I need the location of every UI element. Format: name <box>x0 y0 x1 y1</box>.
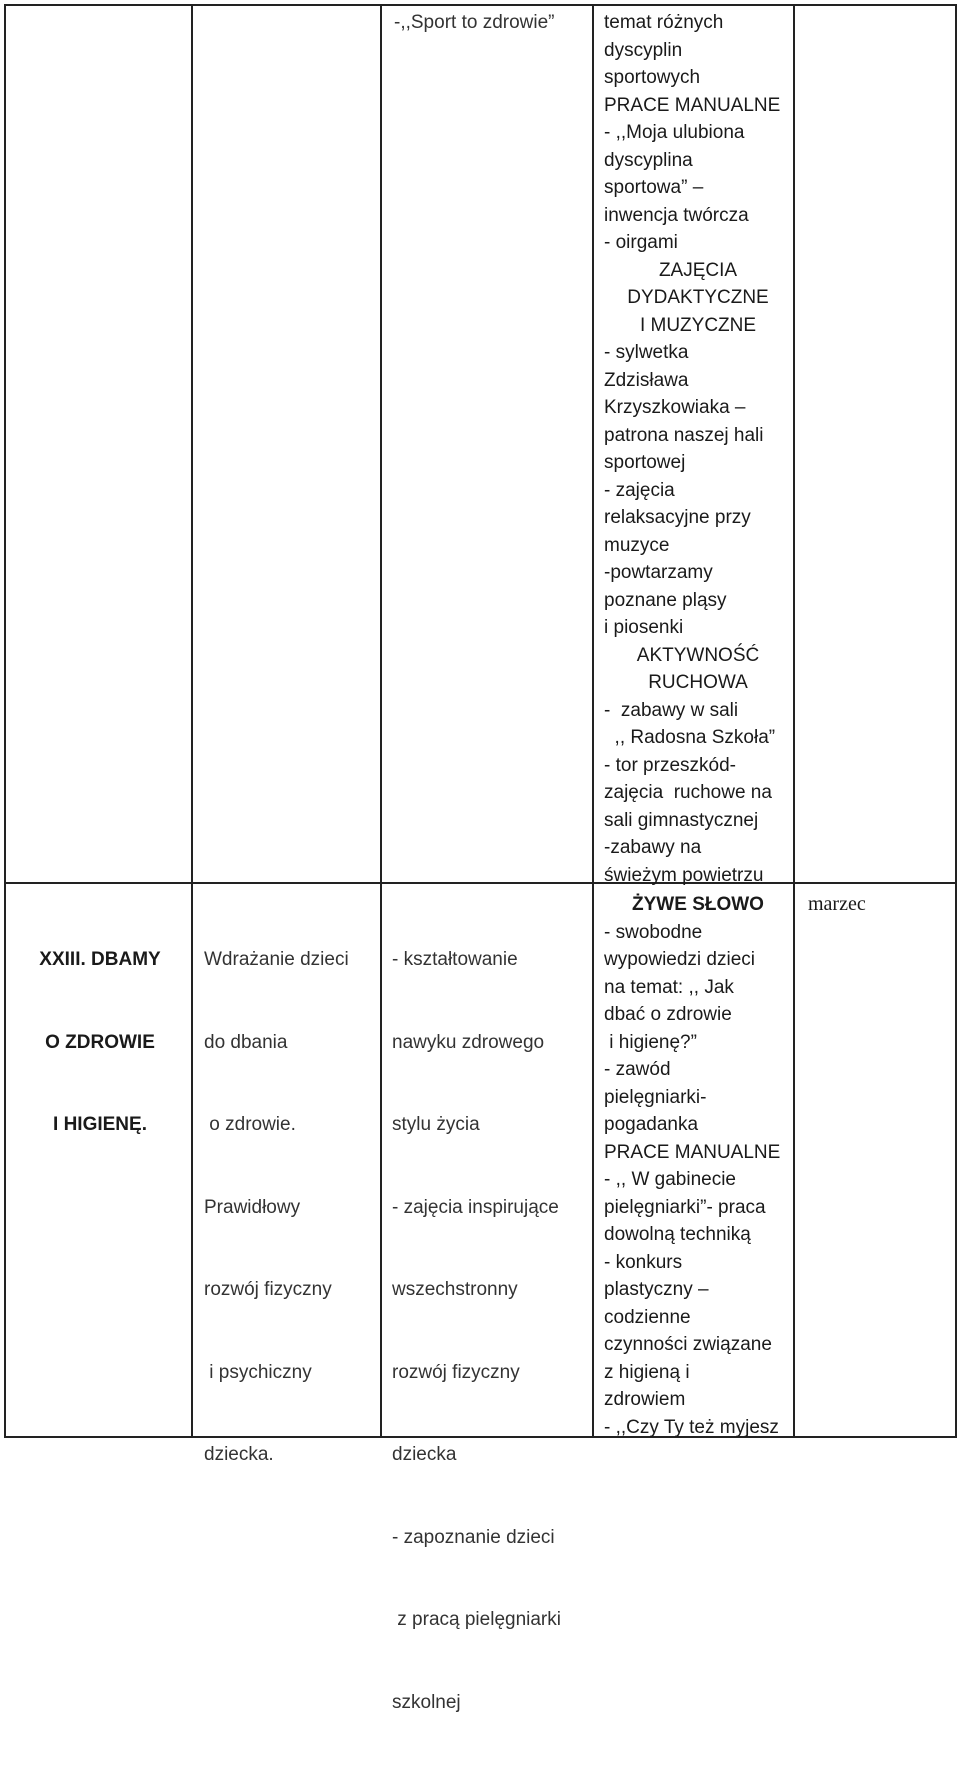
activity-line: wypowiedzi dzieci <box>604 949 756 970</box>
activity-line: - zawód <box>604 1059 671 1080</box>
activity-line: - konkurs <box>604 1251 683 1273</box>
plan-table <box>4 4 957 1713</box>
theme-line: O ZDROWIE <box>45 1031 155 1053</box>
activity-line: - oirgami <box>604 232 678 253</box>
row2-activities-cell <box>604 891 792 1441</box>
activity-line: sali gimnastycznej <box>604 809 759 831</box>
activity-line: sportowa” – <box>604 177 704 198</box>
task-line: - kształtowanie <box>392 949 518 970</box>
activity-line: pielęgniarki”- praca <box>604 1196 766 1218</box>
activity-line: - swobodne <box>604 921 703 943</box>
activity-line: -zabawy na <box>604 837 702 858</box>
activity-line: - zabawy w sali <box>604 699 739 721</box>
column-divider <box>380 6 382 1436</box>
activity-line: z higieną i <box>604 1361 690 1383</box>
activity-line: PRACE MANUALNE <box>604 94 781 116</box>
theme-line: XXIII. DBAMY <box>39 949 161 970</box>
activity-line: zajęcia ruchowe na <box>604 782 772 803</box>
activity-line: Zdzisława <box>604 369 689 391</box>
column-divider <box>793 6 795 1436</box>
goal-line: do dbania <box>204 1031 288 1053</box>
task-line: wszechstronny <box>392 1279 518 1300</box>
task-line: dziecka <box>392 1444 457 1465</box>
activity-line: poznane pląsy <box>604 589 727 611</box>
column-divider <box>191 6 193 1436</box>
month-label: marzec <box>808 893 866 915</box>
activity-line: - tor przeszkód- <box>604 754 736 776</box>
activity-line: - ,, W gabinecie <box>604 1169 736 1190</box>
goal-line: i psychiczny <box>204 1361 312 1383</box>
activity-line: Krzyszkowiaka – <box>604 397 746 418</box>
activity-line: zdrowiem <box>604 1389 686 1410</box>
activity-line: relaksacyjne przy <box>604 507 751 528</box>
goals-cell <box>204 891 349 1524</box>
goal-line: o zdrowie. <box>204 1114 296 1135</box>
activity-line: na temat: ,, Jak <box>604 976 734 998</box>
activity-line: -powtarzamy <box>604 562 713 583</box>
activity-line: - ,,Czy Ty też myjesz <box>604 1416 779 1438</box>
activity-line: - sylwetka <box>604 342 689 363</box>
column-divider <box>592 6 594 1436</box>
activity-line: pielęgniarki- <box>604 1086 707 1108</box>
activity-line: inwencja twórcza <box>604 204 749 226</box>
goal-line: Prawidłowy <box>204 1196 301 1218</box>
activity-line: DYDAKTYCZNE <box>627 287 769 308</box>
task-line: - zajęcia inspirujące <box>392 1196 559 1218</box>
task-line: szkolnej <box>392 1691 461 1713</box>
goal-line: dziecka. <box>204 1444 274 1465</box>
activity-line: czynności związane <box>604 1334 772 1355</box>
goal-line: Wdrażanie dzieci <box>204 949 349 970</box>
activity-line: RUCHOWA <box>648 672 748 693</box>
task-line: rozwój fizyczny <box>392 1361 520 1383</box>
activity-line: dbać o zdrowie <box>604 1004 732 1025</box>
task-line: stylu życia <box>392 1114 480 1135</box>
theme-title <box>16 891 184 1194</box>
activity-line: - zajęcia <box>604 479 675 501</box>
activity-line: i piosenki <box>604 617 684 638</box>
activity-line: muzyce <box>604 534 670 556</box>
activity-line: pogadanka <box>604 1114 699 1135</box>
task-line: z pracą pielęgniarki <box>392 1609 561 1630</box>
activity-title: -,,Sport to zdrowie” <box>394 12 555 33</box>
activity-line: temat różnych <box>604 12 724 33</box>
activity-line: świeżym powietrzu <box>604 864 764 886</box>
activity-line: dyscyplin <box>604 39 683 61</box>
activity-line: plastyczny – <box>604 1279 709 1300</box>
activity-line: dowolną techniką <box>604 1224 751 1245</box>
activity-line: i higienę?” <box>604 1031 697 1053</box>
activity-line: ŻYWE SŁOWO <box>632 894 764 915</box>
activity-line: codzienne <box>604 1306 691 1328</box>
activity-line: patrona naszej hali <box>604 424 764 446</box>
activity-line: I MUZYCZNE <box>639 314 757 336</box>
activity-line: - ,,Moja ulubiona <box>604 122 745 143</box>
tasks-cell <box>392 891 561 1771</box>
activity-line: dyscyplina <box>604 149 693 171</box>
theme-line: I HIGIENĘ. <box>53 1114 147 1135</box>
row1-activities-cell <box>604 9 792 889</box>
goal-line: rozwój fizyczny <box>204 1279 332 1300</box>
activity-line: sportowej <box>604 452 686 473</box>
activity-line: ,, Radosna Szkoła” <box>604 727 776 748</box>
task-line: nawyku zdrowego <box>392 1031 545 1053</box>
task-line: - zapoznanie dzieci <box>392 1526 555 1548</box>
activity-line: ZAJĘCIA <box>658 259 738 281</box>
activity-line: AKTYWNOŚĆ <box>636 644 760 666</box>
activity-line: PRACE MANUALNE <box>604 1141 781 1163</box>
activity-line: sportowych <box>604 67 701 88</box>
row-divider <box>6 882 955 884</box>
